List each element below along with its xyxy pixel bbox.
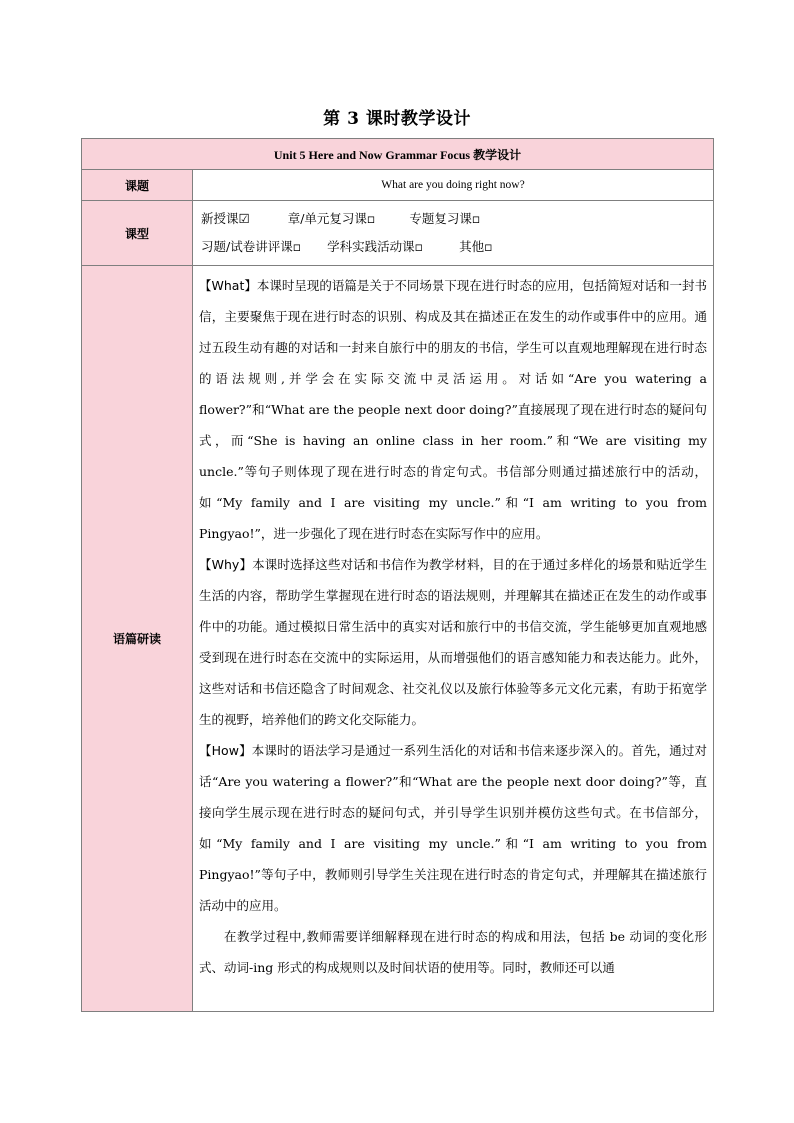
lesson-type-line-1 xyxy=(201,205,713,233)
document-title: 第 3 课时教学设计 xyxy=(323,109,471,129)
lesson-design-table xyxy=(81,138,714,1012)
option-other[interactable]: 其他▫ xyxy=(459,239,493,254)
lesson-type-options xyxy=(193,201,714,266)
option-unit-review[interactable]: 章/单元复习课▫ xyxy=(287,211,376,226)
why-paragraph xyxy=(199,549,707,735)
topic-value: What are you doing right now? xyxy=(193,170,714,201)
how-tag: 【How】 xyxy=(199,743,252,758)
why-text: 本课时选择这些对话和书信作为教学材料，目的在于通过多样化的场景和贴近学生生活的内容，帮助学生掌握现在进行时态的语法规则，并理解其在描述正在发生的动作或事件中的功能。通过模拟日常生活中的真实对话和旅行中的书信交流，学生能够更加直观地感受到现在进行时态在交流中的实际运用，从而增强他们的语言感知能力和表达能力。此外，这些对话和书信还隐含了时间观念、社交礼仪以及旅行体验等多元文化元素，有助于拓宽学生的视野，培养他们的跨文化交际能力。 xyxy=(199,557,707,727)
text-analysis-label: 语篇研读 xyxy=(82,266,193,1012)
lesson-type-line-2 xyxy=(201,233,713,261)
why-tag: 【Why】 xyxy=(199,557,253,572)
what-text: 本课时呈现的语篇是关于不同场景下现在进行时态的应用，包括简短对话和一封书信，主要聚焦于现在进行时态的识别、构成及其在描述正在发生的动作或事件中的应用。通过五段生动有趣的对话和一封来自旅行中的朋友的书信，学生可以直观地理解现在进行时态的语法规则,并学会在实际交流中灵活运用。对话如“Are you watering a flower?”和“What are the people next door doing?”直接展现了现在进行时态的疑问句式，而“She is having an online class in her room.”和“We are visiting my uncle.”等句子则体现了现在进行时态的肯定句式。书信部分则通过描述旅行中的活动，如“My family and I are visiting my uncle.”和“I am writing to you from Pingyao!”，进一步强化了现在进行时态在实际写作中的应用。 xyxy=(199,278,707,541)
option-new-lesson[interactable]: 新授课☑ xyxy=(201,211,250,226)
teaching-process-paragraph: 在教学过程中,教师需要详细解释现在进行时态的构成和用法，包括 be 动词的变化形式、动词-ing 形式的构成规则以及时间状语的使用等。同时，教师还可以通 xyxy=(199,929,707,975)
lesson-type-label: 课型 xyxy=(82,201,193,266)
unit-header: Unit 5 Here and Now Grammar Focus 教学设计 xyxy=(82,139,714,170)
how-paragraph xyxy=(199,735,707,921)
how-text: 本课时的语法学习是通过一系列生活化的对话和书信来逐步深入的。首先，通过对话“Are you watering a flower?”和“What are the people next door doing?”等，直接向学生展示现在进行时态的疑问句式，并引导学生识别并模仿这些句式。在书信部分，如“My family and I are visiting my uncle.”和“I am writing to you from Pingyao!”等句子中，教师则引导学生关注现在进行时态的肯定句式，并理解其在描述旅行活动中的应用。 xyxy=(199,743,707,913)
option-exercise-review[interactable]: 习题/试卷讲评课▫ xyxy=(201,239,302,254)
what-paragraph xyxy=(199,270,707,549)
option-practice-activity[interactable]: 学科实践活动课▫ xyxy=(327,239,424,254)
topic-label: 课题 xyxy=(82,170,193,201)
text-analysis-content xyxy=(193,266,714,1012)
option-topic-review[interactable]: 专题复习课▫ xyxy=(409,211,481,226)
what-tag: 【What】 xyxy=(199,278,257,293)
